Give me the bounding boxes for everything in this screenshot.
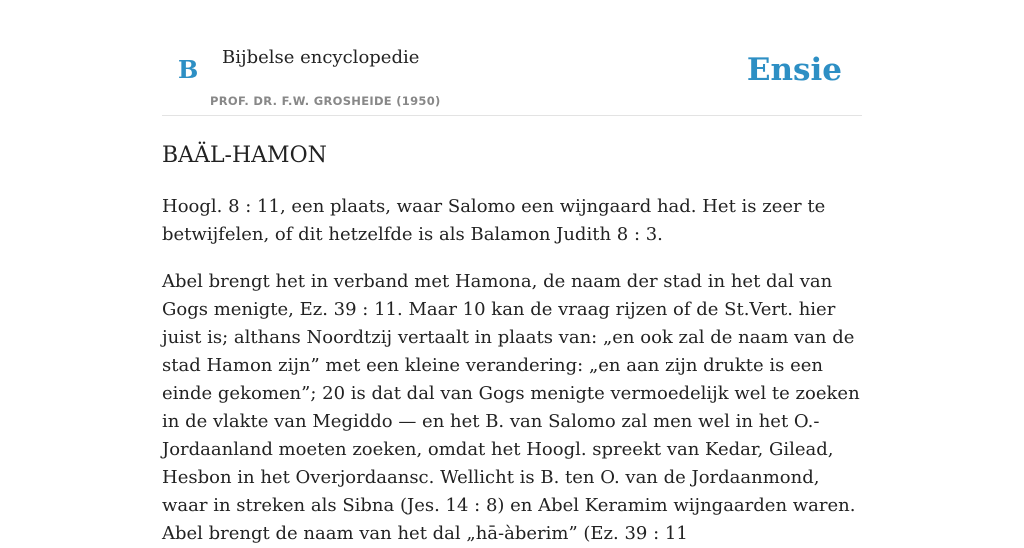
article-paragraph: Abel brengt het in verband met Hamona, de naam der stad in het dal van Gogs menigte, Ez. 39 : 11. Maar 10 kan de vraag rijzen of de St.Vert. hier juist is; althans Noordtzij vertaalt in plaats van: „en ook zal de naam van de stad Hamon zijn” met een kleine verandering: „en aan zijn drukte is een einde gekomen”; 20 is dat dal van Gogs menigte vermoedelijk wel te zoeken in de vlakte van Megiddo — en het B. van Salomo zal men wel in het O.-Jordaanland moeten zoeken, omdat het Hoogl. spreekt van Kedar, Gilead, Hesbon in het Overjordaansc. Wellicht is B. ten O. van de Jordaanmond, waar in streken als Sibna (Jes. 14 : 8) en Abel Keramim wijngaarden waren. Abel brengt de naam van het dal „hā-àberim” (Ez. 39 : 11 — [162, 271, 860, 544]
site-header — [162, 0, 862, 116]
work-title[interactable]: Bijbelse encyclopedie — [222, 47, 420, 68]
article-paragraph: Hoogl. 8 : 11, een plaats, waar Salomo een wijngaard had. Het is zeer te betwijfelen, of dit hetzelfde is als Balamon Judith 8 : 3. — [162, 196, 826, 245]
work-author: PROF. DR. F.W. GROSHEIDE (1950) — [210, 94, 441, 108]
article-body — [162, 193, 862, 548]
article-title: BAÄL-HAMON — [162, 143, 327, 168]
page — [162, 0, 862, 548]
ensie-logo-link[interactable]: Ensie — [746, 52, 842, 88]
work-logo[interactable]: B — [178, 55, 199, 84]
